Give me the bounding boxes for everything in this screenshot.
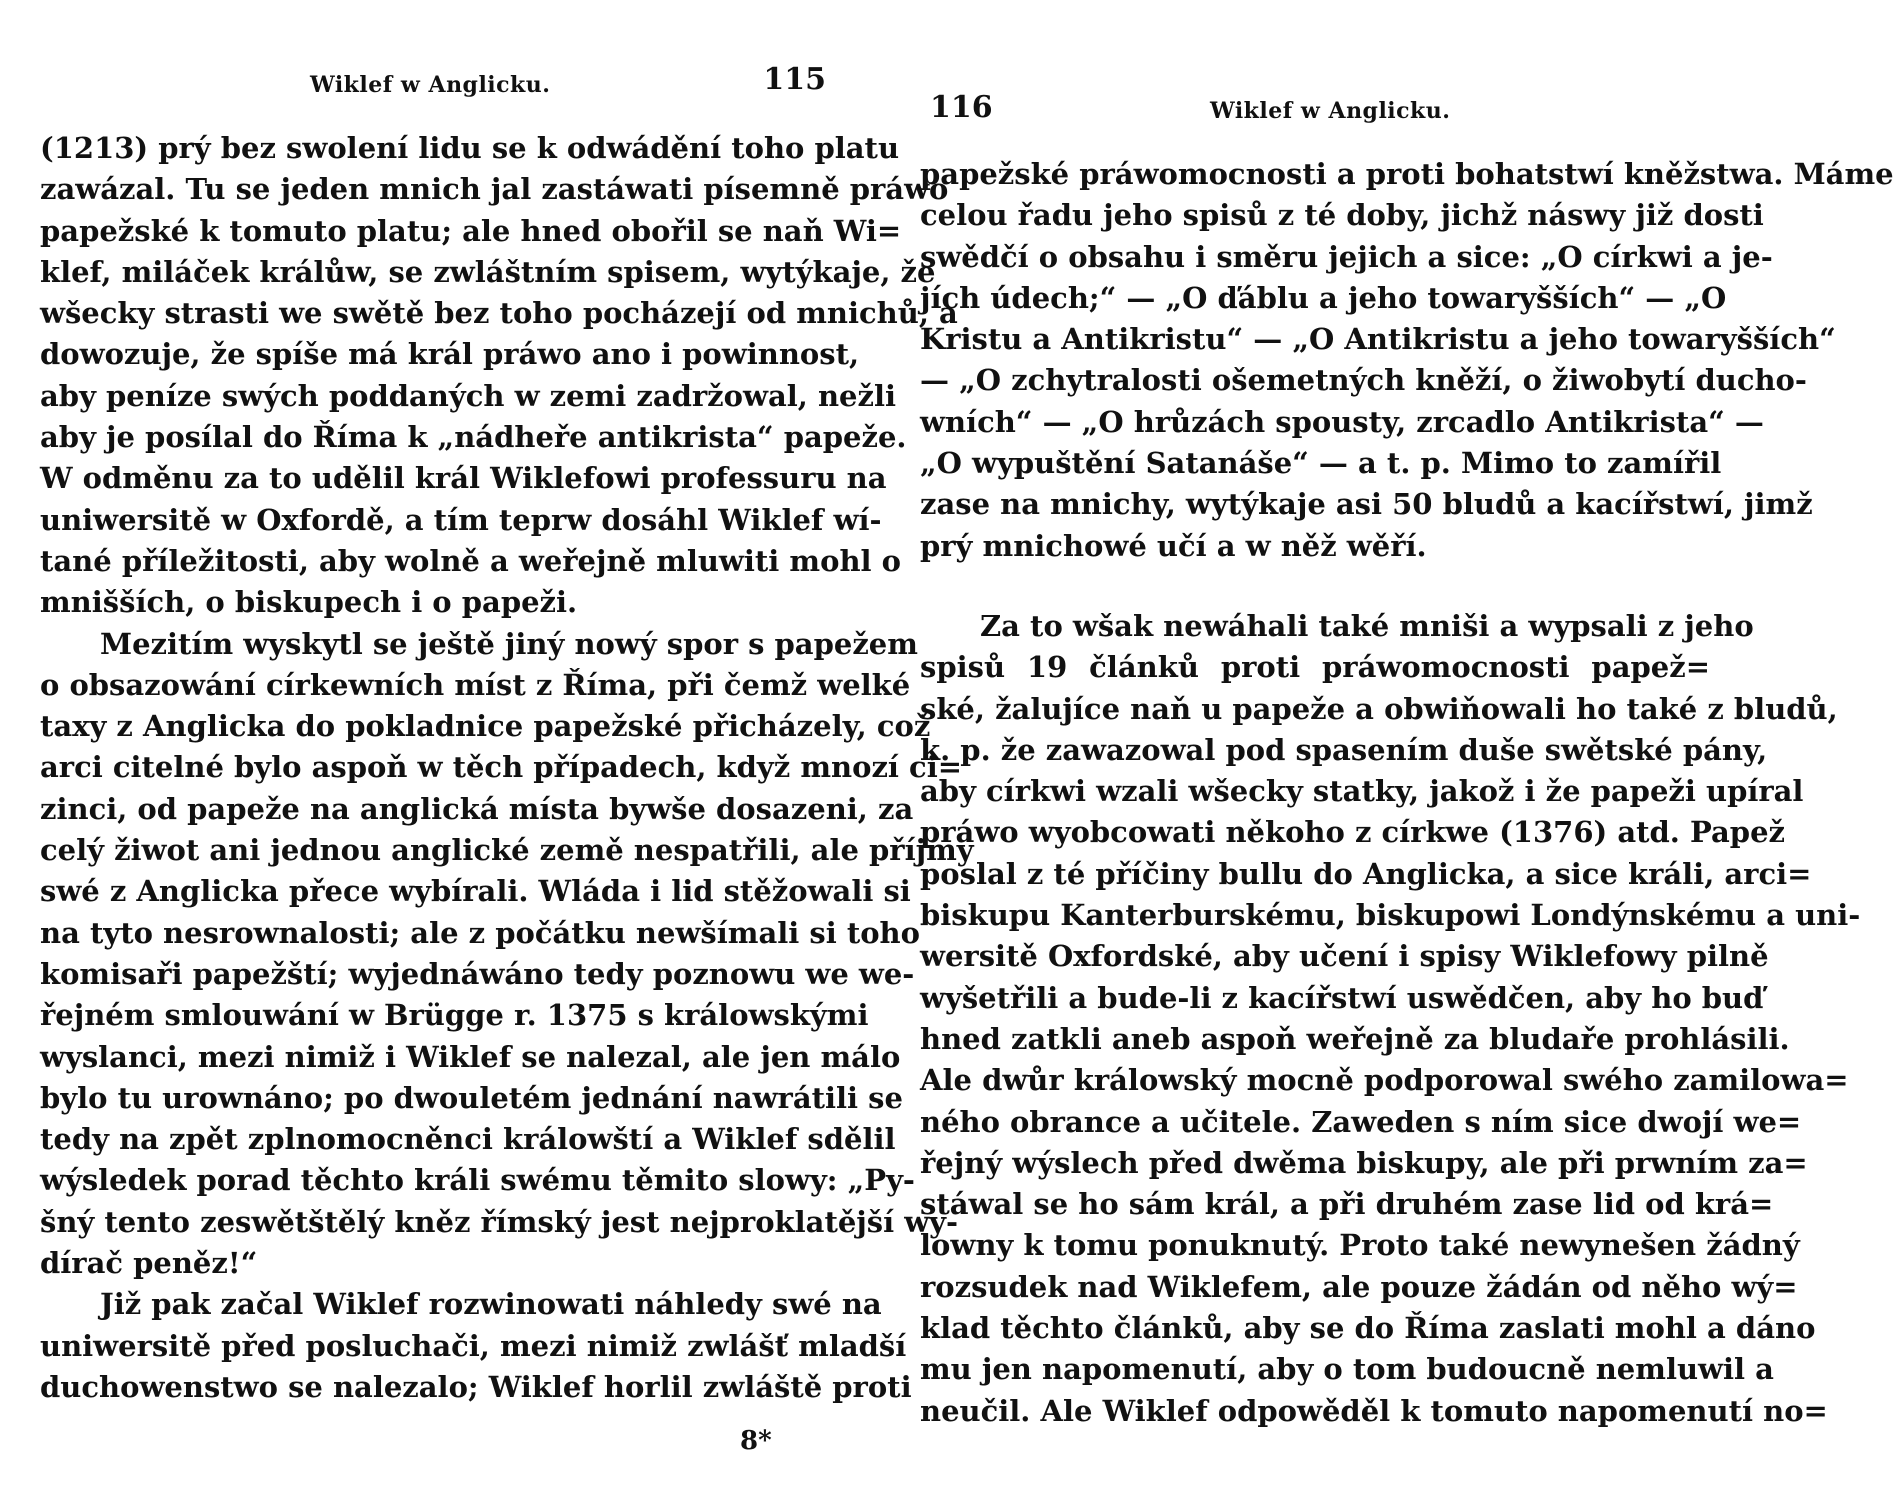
text-line: práwo wyobcowati někoho z církwe (1376) atd. Papež <box>920 815 1785 850</box>
text-line: hned zatkli aneb aspoň weřejně za bludaře prohlásili. <box>920 1021 1790 1056</box>
text-line: celou řadu jeho spisů z té doby, jichž náswy již dosti <box>920 198 1764 233</box>
text-line: wních“ — „O hrůzách spousty, zrcadlo Antikrista“ — <box>920 404 1764 439</box>
text-line: Ale dwůr králowský mocně podporowal swého zamilowa= <box>920 1063 1849 1098</box>
text-line: k. p. že zawazowal pod spasením duše swětské pány, <box>920 732 1768 767</box>
left-page-number: 115 <box>763 62 826 97</box>
text-line: W odměnu za to udělil král Wiklefowi professuru na <box>40 461 887 496</box>
text-line: wyslanci, mezi nimiž i Wiklef se nalezal, ale jen málo <box>40 1039 901 1074</box>
text-line: taxy z Anglicka do pokladnice papežské přicházely, což <box>40 709 931 744</box>
text-line: zawázal. Tu se jeden mnich jal zastáwati písemně práwo <box>40 172 949 207</box>
text-line: Za to wšak newáhali také mniši a wypsali z jeho <box>980 608 1754 643</box>
right-page-number: 116 <box>930 90 993 125</box>
paragraph-gap <box>920 567 1710 606</box>
text-line: biskupu Kanterburskému, biskupowi Londýnskému a uni- <box>920 898 1861 933</box>
right-running-head <box>920 62 1710 125</box>
text-line: celý žiwot ani jednou anglické země nespatřili, ale příjmy <box>40 833 974 868</box>
text-line: tané příležitosti, aby wolně a weřejně mluwiti mohl o <box>40 543 901 578</box>
text-line: arci citelné bylo aspoň w těch případech, když mnozí ci= <box>40 750 963 785</box>
text-line: aby peníze swých poddaných w zemi zadržowal, nežli <box>40 378 896 413</box>
text-line: wšecky strasti we swětě bez toho pocházejí od mnichů, a <box>40 296 958 331</box>
text-line: poslal z té příčiny bullu do Anglicka, a sice králi, arci= <box>920 856 1812 891</box>
text-line: bylo tu urownáno; po dwouletém jednání nawrátili se <box>40 1080 903 1115</box>
text-line: tedy na zpět zplnomocněnci králowští a Wiklef sdělil <box>40 1122 896 1157</box>
text-line: swědčí o obsahu i směru jejich a sice: „O církwi a je- <box>920 239 1773 274</box>
signature-mark: 8* <box>740 1426 772 1456</box>
right-running-head-title: Wiklef w Anglicku. <box>1210 98 1451 124</box>
text-line: papežské k tomuto platu; ale hned obořil se naň Wi= <box>40 213 902 248</box>
left-body-text <box>40 128 974 1408</box>
text-line: ného obrance a učitele. Zaweden s ním sice dwojí we= <box>920 1104 1802 1139</box>
text-line: lowny k tomu ponuknutý. Proto také newynešen žádný <box>920 1228 1800 1263</box>
text-line: spisů 19 článků proti práwomocnosti papež= <box>920 650 1710 685</box>
text-line: Kristu a Antikristu“ — „O Antikristu a jeho towaryšších“ <box>920 322 1836 357</box>
text-line: aby je posílal do Říma k „nádheře antikrista“ papeže. <box>40 420 907 455</box>
text-line: uniwersitě před posluchači, mezi nimiž zwlášť mladší <box>40 1328 907 1363</box>
left-running-head-title: Wiklef w Anglicku. <box>310 72 551 98</box>
text-line: Již pak začal Wiklef rozwinowati náhledy swé na <box>100 1287 882 1322</box>
text-line: jích údech;“ — „O ďáblu a jeho towaryšších“ — „O <box>920 280 1727 315</box>
text-line: duchowenstwo se nalezalo; Wiklef horlil zwláště proti <box>40 1369 912 1404</box>
text-line: klef, miláček králůw, se zwláštním spisem, wytýkaje, že <box>40 254 936 289</box>
text-line: řejný wýslech před dwěma biskupy, ale při prwním za= <box>920 1145 1808 1180</box>
text-line: „O wypuštění Satanáše“ — a t. p. Mimo to zamířil <box>920 446 1722 481</box>
text-line: prý mnichowé učí a w něž wěří. <box>920 528 1427 563</box>
text-line: ské, žalujíce naň u papeže a obwiňowali ho také z bludů, <box>920 691 1838 726</box>
text-line: dowozuje, že spíše má král práwo ano i powinnost, <box>40 337 860 372</box>
text-line: uniwersitě w Oxfordě, a tím teprw dosáhl Wiklef wí- <box>40 502 882 537</box>
text-line: — „O zchytralosti ošemetných kněží, o žiwobytí ducho- <box>920 363 1807 398</box>
text-line: (1213) prý bez swolení lidu se k odwádění toho platu <box>40 131 900 165</box>
right-body-text <box>920 154 1894 1432</box>
text-line: wersitě Oxfordské, aby učení i spisy Wiklefowy pilně <box>920 939 1769 974</box>
text-line: Mezitím wyskytl se ještě jiný nowý spor s papežem <box>100 626 918 661</box>
text-line: stáwal se ho sám král, a při druhém zase lid od krá= <box>920 1187 1774 1222</box>
text-line: řejném smlouwání w Brügge r. 1375 s králowskými <box>40 998 869 1033</box>
text-line: na tyto nesrownalosti; ale z počátku newšímali si toho <box>40 915 920 950</box>
text-line: klad těchto článků, aby se do Říma zaslati mohl a dáno <box>920 1311 1816 1346</box>
text-line: neučil. Ale Wiklef odpowěděl k tomuto napomenutí no= <box>920 1393 1828 1428</box>
text-line: o obsazowání církewních míst z Říma, při čemž welké <box>40 667 911 702</box>
text-line: wyšetřili a bude-li z kacířstwí uswědčen, aby ho buď <box>920 980 1764 1015</box>
text-line: papežské práwomocnosti a proti bohatstwí kněžstwa. Máme <box>920 157 1894 191</box>
text-line: aby církwi wzali wšecky statky, jakož i že papeži upíral <box>920 774 1804 809</box>
text-line: zase na mnichy, wytýkaje asi 50 bludů a kacířstwí, jimž <box>920 487 1813 522</box>
text-line: šný tento zeswětštělý kněz římský jest nejproklatější wy- <box>40 1204 959 1239</box>
text-line: rozsudek nad Wiklefem, ale pouze žádán od něho wý= <box>920 1269 1798 1304</box>
text-line: mnišších, o biskupech i o papeži. <box>40 585 578 620</box>
text-line: dírač peněz!“ <box>40 1246 258 1281</box>
text-line: komisaři papežští; wyjednáwáno tedy poznowu we we- <box>40 956 915 991</box>
text-line: wýsledek porad těchto králi swému těmito slowy: „Py- <box>40 1163 915 1198</box>
text-line: mu jen napomenutí, aby o tom budoucně nemluwil a <box>920 1352 1774 1387</box>
left-running-head <box>40 62 830 102</box>
text-line: zinci, od papeže na anglická místa bywše dosazeni, za <box>40 791 914 826</box>
right-page <box>920 0 1894 1500</box>
text-line: swé z Anglicka přece wybírali. Wláda i lid stěžowali si <box>40 874 911 909</box>
